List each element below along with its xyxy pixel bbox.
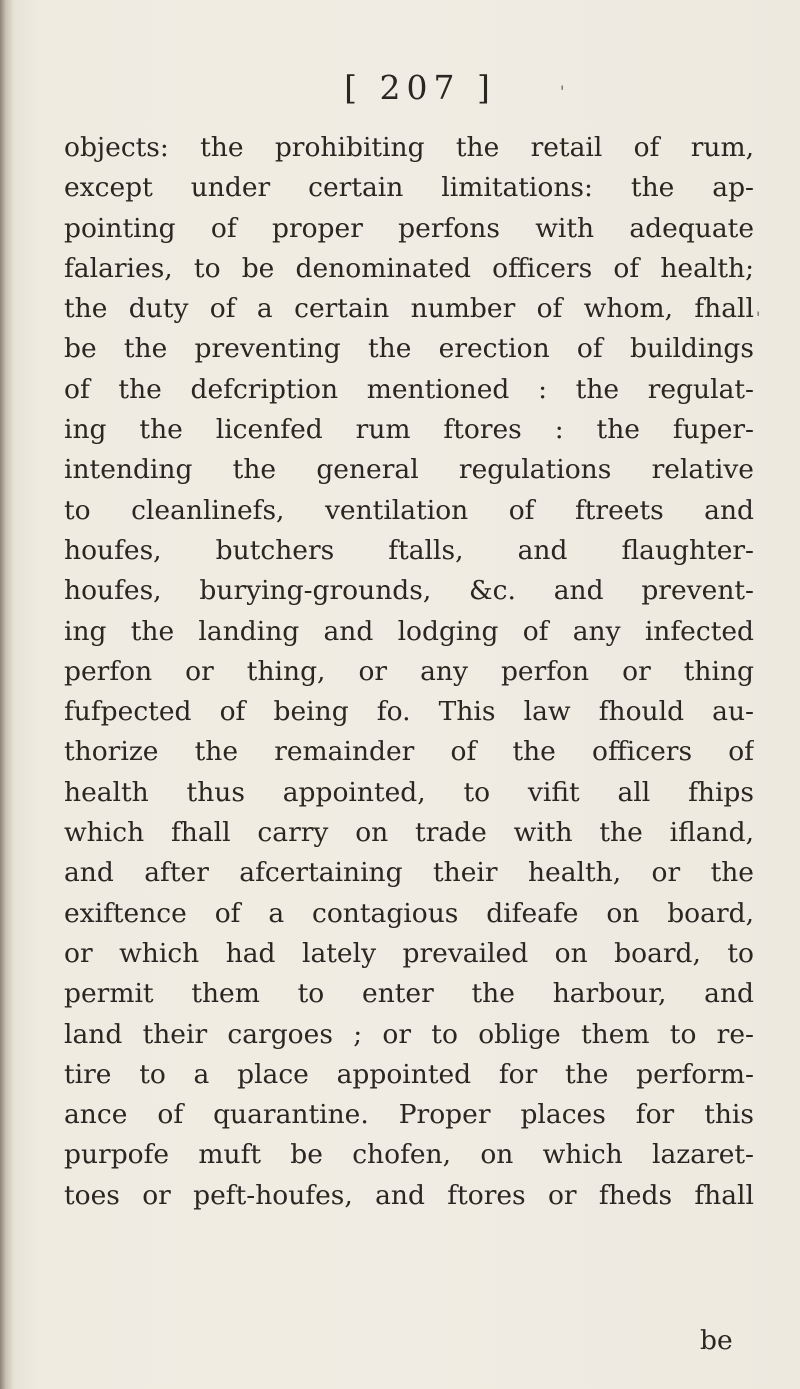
text-line: and after afcertaining their health, or the	[64, 857, 754, 889]
text-line: except under certain limitations: the ap-	[64, 172, 754, 204]
text-line: ing the landing and lodging of any infected	[64, 615, 754, 647]
text-line: land their cargoes ; or to oblige them to re-	[64, 1018, 754, 1050]
text-line: exiftence of a contagious difeafe on board,	[64, 897, 754, 929]
text-line: toes or peft-houfes, and ftores or fheds fhall	[64, 1179, 754, 1211]
text-line: to cleanlinefs, ventilation of ftreets and	[64, 494, 754, 526]
page-gutter-shadow	[0, 0, 14, 1389]
text-line: falaries, to be denominated officers of health;	[64, 252, 754, 284]
text-line: pointing of proper perfons with adequate	[64, 212, 754, 244]
text-line: be the preventing the erection of buildings	[64, 333, 754, 365]
text-line: ance of quarantine. Proper places for this	[64, 1099, 754, 1131]
text-line: purpofe muft be chofen, on which lazaret-	[64, 1139, 754, 1171]
text-line: the duty of a certain number of whom, fhall	[64, 293, 754, 325]
text-line: permit them to enter the harbour, and	[64, 978, 754, 1010]
text-line: which fhall carry on trade with the ifland,	[64, 817, 754, 849]
text-line: houfes, butchers ftalls, and flaughter-	[64, 534, 754, 566]
ink-mark: '	[756, 308, 761, 327]
text-line: health thus appointed, to vifit all fhips	[64, 776, 754, 808]
ink-mark: '	[560, 82, 565, 101]
text-line: of the defcription mentioned : the regulat-	[64, 373, 754, 405]
text-line: fufpected of being fo. This law fhould au-	[64, 696, 754, 728]
text-line: houfes, burying-grounds, &c. and prevent-	[64, 575, 754, 607]
text-line: intending the general regulations relative	[64, 454, 754, 486]
text-line: or which had lately prevailed on board, to	[64, 937, 754, 969]
page-number-header: [ 207 ]	[344, 68, 496, 107]
text-line: objects: the prohibiting the retail of rum,	[64, 132, 754, 163]
text-line: tire to a place appointed for the perform-	[64, 1058, 754, 1090]
text-line: thorize the remainder of the officers of	[64, 736, 754, 768]
text-line: perfon or thing, or any perfon or thing	[64, 655, 754, 687]
catchword: be	[700, 1325, 733, 1356]
body-text	[64, 128, 754, 1216]
text-line: ing the licenfed rum ftores : the fuper-	[64, 414, 754, 446]
